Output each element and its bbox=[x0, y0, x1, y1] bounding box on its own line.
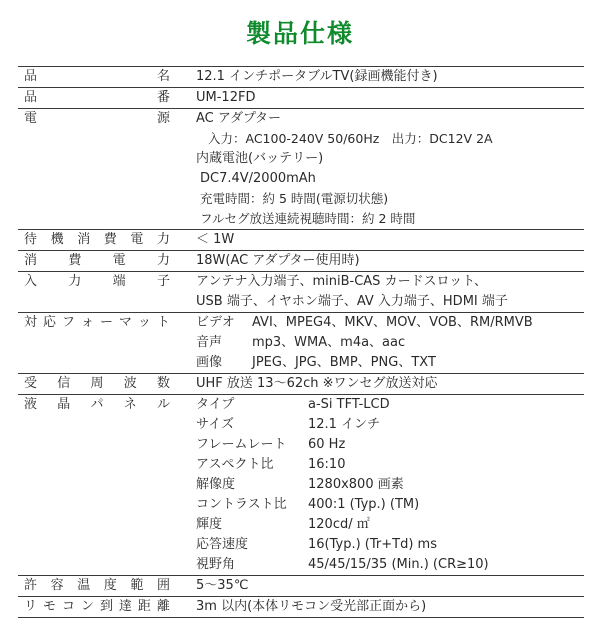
panel-key: サイズ bbox=[196, 417, 234, 432]
panel-value: 16:10 bbox=[308, 457, 346, 472]
spec-label-char: 名 bbox=[156, 69, 170, 84]
spec-table bbox=[18, 66, 584, 618]
spec-value-line: アンテナ入力端子、miniB-CAS カードスロット、 bbox=[196, 274, 488, 289]
spec-label-char: ッ bbox=[137, 315, 151, 330]
format-key: 音声 bbox=[196, 335, 223, 350]
spec-label-char: 晶 bbox=[57, 397, 71, 412]
format-line-video bbox=[196, 313, 584, 333]
spec-row-formats bbox=[18, 313, 584, 374]
spec-value bbox=[184, 67, 584, 87]
spec-value-line: 18W(AC アダプター使用時) bbox=[196, 253, 360, 268]
spec-label-char: 囲 bbox=[156, 578, 170, 593]
spec-value bbox=[184, 313, 584, 373]
spec-label-char: 温 bbox=[77, 578, 91, 593]
spec-label-char: 力 bbox=[156, 232, 170, 247]
spec-label bbox=[18, 88, 184, 108]
spec-label-char: ォ bbox=[80, 315, 94, 330]
spec-value-line: 充電時間：約 5 時間(電源切状態) bbox=[200, 191, 389, 206]
spec-label-char: 離 bbox=[156, 599, 170, 614]
format-line-image bbox=[196, 353, 584, 373]
spec-label bbox=[18, 230, 184, 250]
panel-line bbox=[196, 495, 584, 515]
panel-line bbox=[196, 435, 584, 455]
spec-value-line: 内蔵電池(バッテリー) bbox=[196, 151, 324, 166]
spec-label-char: 品 bbox=[24, 69, 38, 84]
spec-value bbox=[184, 576, 584, 596]
spec-row-power-consumption bbox=[18, 251, 584, 272]
panel-line bbox=[196, 395, 584, 415]
spec-value-line: UHF 放送 13～62ch ※ワンセグ放送対応 bbox=[196, 376, 438, 391]
spec-label-char: 周 bbox=[90, 376, 104, 391]
spec-value-line: 5～35℃ bbox=[196, 578, 249, 593]
spec-label-char: 機 bbox=[50, 232, 64, 247]
spec-row-remote-range bbox=[18, 597, 584, 618]
spec-label bbox=[18, 313, 184, 373]
spec-value-line: ＜ 1W bbox=[196, 232, 235, 247]
spec-label-char: マ bbox=[118, 315, 132, 330]
spec-value bbox=[184, 88, 584, 108]
panel-value: 16(Typ.) (Tr+Td) ms bbox=[308, 537, 437, 552]
spec-label-char: 容 bbox=[50, 578, 64, 593]
spec-label bbox=[18, 272, 184, 312]
spec-label-char: パ bbox=[90, 397, 104, 412]
spec-value-line: AC アダプター bbox=[196, 111, 282, 126]
panel-key: コントラスト比 bbox=[196, 497, 287, 512]
spec-label-char: 数 bbox=[156, 376, 170, 391]
spec-value bbox=[184, 395, 584, 575]
spec-label-char: 到 bbox=[99, 599, 113, 614]
spec-label-char: ネ bbox=[123, 397, 137, 412]
spec-row-product-name bbox=[18, 67, 584, 88]
spec-row-lcd-panel bbox=[18, 395, 584, 576]
spec-value-line: USB 端子、イヤホン端子、AV 入力端子、HDMI 端子 bbox=[196, 294, 508, 309]
panel-value: 45/45/15/35 (Min.) (CR≥10) bbox=[308, 557, 489, 572]
spec-label-char: ー bbox=[99, 315, 113, 330]
page-title: 製品仕様 bbox=[245, 19, 354, 48]
spec-label-char: 消 bbox=[24, 253, 38, 268]
panel-value: 1280x800 画素 bbox=[308, 477, 404, 492]
panel-line bbox=[196, 535, 584, 555]
panel-line bbox=[196, 475, 584, 495]
panel-key: 輝度 bbox=[196, 517, 223, 532]
spec-label-char: 子 bbox=[156, 274, 170, 289]
panel-value: 12.1 インチ bbox=[308, 417, 381, 432]
spec-value bbox=[184, 374, 584, 394]
format-line-audio bbox=[196, 333, 584, 353]
spec-label-char: 入 bbox=[24, 274, 38, 289]
spec-label bbox=[18, 251, 184, 271]
spec-label-char: 待 bbox=[24, 232, 38, 247]
panel-line bbox=[196, 455, 584, 475]
panel-key: タイプ bbox=[196, 397, 235, 412]
panel-key: アスペクト比 bbox=[196, 457, 274, 472]
spec-label-char: ン bbox=[80, 599, 94, 614]
spec-row-model-number bbox=[18, 88, 584, 109]
spec-label-char: 距 bbox=[137, 599, 151, 614]
spec-value bbox=[184, 251, 584, 271]
spec-label-char: 番 bbox=[156, 90, 170, 105]
spec-label-char: 力 bbox=[156, 253, 170, 268]
spec-label-char: フ bbox=[61, 315, 75, 330]
format-value: JPEG、JPG、BMP、PNG、TXT bbox=[252, 355, 436, 370]
spec-value bbox=[184, 230, 584, 250]
panel-key: 解像度 bbox=[196, 477, 236, 492]
spec-label-char: 電 bbox=[112, 253, 126, 268]
spec-label bbox=[18, 109, 184, 229]
spec-label-char: 費 bbox=[103, 232, 117, 247]
spec-label-char: 信 bbox=[57, 376, 71, 391]
spec-label-char: 力 bbox=[68, 274, 82, 289]
spec-label-char: 電 bbox=[130, 232, 144, 247]
panel-key: 視野角 bbox=[196, 557, 236, 572]
spec-row-standby-power bbox=[18, 230, 584, 251]
panel-value: 120cd/ ㎡ bbox=[308, 517, 370, 532]
spec-label-char: 源 bbox=[156, 111, 170, 126]
spec-value-line: UM-12FD bbox=[196, 90, 256, 105]
panel-line bbox=[196, 515, 584, 535]
spec-value bbox=[184, 272, 584, 312]
panel-value: 60 Hz bbox=[308, 437, 346, 452]
spec-value-line: 入力：AC100-240V 50/60Hz 出力：DC12V 2A bbox=[208, 131, 493, 146]
spec-label-char: 対 bbox=[24, 315, 38, 330]
format-value: AVI、MPEG4、MKV、MOV、VOB、RM/RMVB bbox=[252, 315, 533, 330]
spec-value bbox=[184, 597, 584, 617]
format-key: 画像 bbox=[196, 355, 223, 370]
spec-label-char: 電 bbox=[24, 111, 38, 126]
spec-value bbox=[184, 109, 584, 229]
spec-label-char: 度 bbox=[103, 578, 117, 593]
spec-label-char: 波 bbox=[123, 376, 137, 391]
spec-row-frequency bbox=[18, 374, 584, 395]
spec-label-char: ル bbox=[156, 397, 170, 412]
spec-value-line: 3m 以内(本体リモコン受光部正面から) bbox=[196, 599, 427, 614]
spec-label-char: 範 bbox=[130, 578, 144, 593]
spec-label-char: 受 bbox=[24, 376, 38, 391]
spec-label bbox=[18, 67, 184, 87]
spec-label-char: モ bbox=[42, 599, 56, 614]
spec-row-input-terminals bbox=[18, 272, 584, 313]
spec-label-char: ト bbox=[156, 315, 170, 330]
panel-value: 400:1 (Typ.) (TM) bbox=[308, 497, 420, 512]
format-value: mp3、WMA、m4a、aac bbox=[252, 335, 406, 350]
spec-value-line: 12.1 インチポータブルTV(録画機能付き) bbox=[196, 69, 438, 84]
spec-label-char: 消 bbox=[77, 232, 91, 247]
panel-key: フレームレート bbox=[196, 437, 287, 452]
panel-key: 応答速度 bbox=[196, 537, 249, 552]
spec-label bbox=[18, 597, 184, 617]
spec-label bbox=[18, 576, 184, 596]
spec-label-char: リ bbox=[24, 599, 38, 614]
panel-line bbox=[196, 555, 584, 575]
spec-value-line: フルセグ放送連続視聴時間：約 2 時間 bbox=[200, 211, 416, 226]
format-key: ビデオ bbox=[196, 315, 235, 330]
spec-label bbox=[18, 374, 184, 394]
spec-label-char: 達 bbox=[118, 599, 132, 614]
spec-value-line: DC7.4V/2000mAh bbox=[200, 171, 316, 186]
spec-label-char: 品 bbox=[24, 90, 38, 105]
spec-label bbox=[18, 395, 184, 575]
spec-label-char: 応 bbox=[42, 315, 56, 330]
spec-label-char: 費 bbox=[68, 253, 82, 268]
spec-row-power bbox=[18, 109, 584, 230]
spec-label-char: コ bbox=[61, 599, 75, 614]
panel-line bbox=[196, 415, 584, 435]
spec-row-temperature bbox=[18, 576, 584, 597]
spec-label-char: 許 bbox=[24, 578, 38, 593]
panel-value: a-Si TFT-LCD bbox=[308, 397, 390, 412]
spec-label-char: 液 bbox=[24, 397, 38, 412]
spec-label-char: 端 bbox=[112, 274, 126, 289]
